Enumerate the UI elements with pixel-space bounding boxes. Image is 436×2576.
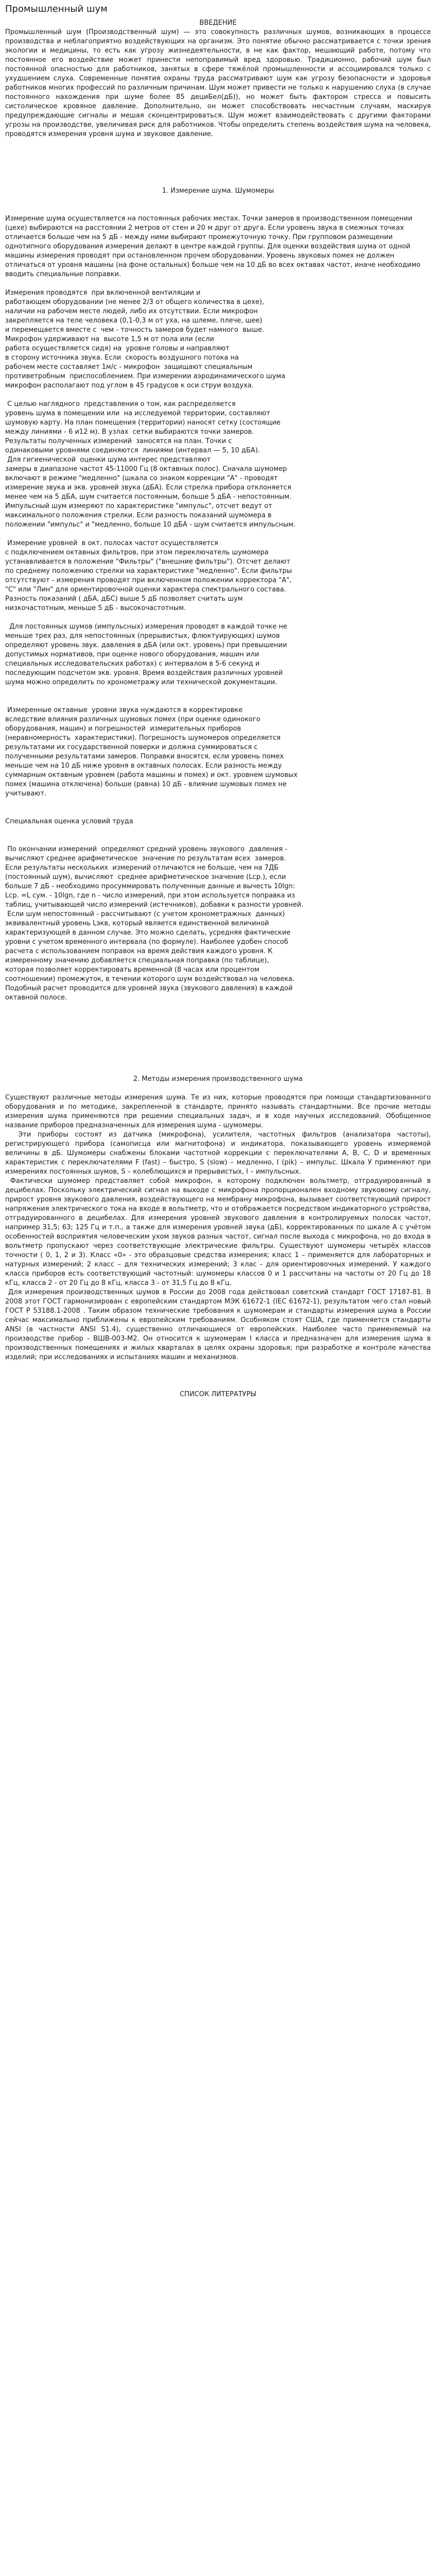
section2-heading: 2. Методы измерения производственного шума [133, 1075, 303, 1083]
section1-paragraph-9: Если шум непостоянный - рассчитывают (с учетом хронометражных данных) эквивалентный уровень Lэкв, который является единственной величиной характеризующей в данном случае. Это можно сделать, усредняя фактические уровни с учетом временного интервала (по формуле). Наиболее удобен способ расчета с использованием поправок на время действия каждого уровня. К измеренному значению добавляется специальная поправка (по таблице), которая позволяет корректировать временной (8 часах или процентом соотношении) промежуток, в течении которого шум воздействовал на человека. Подобный расчет проводится для уровней звука (звукового давления) в каждой октавной полосе. [5, 910, 295, 1002]
section1-paragraph-4: Для гигиенической оценки шума интерес представляют замеры в диапазоне частот 45-11000 Гц (8 октавных полос). Сначала шумомер включают в режиме "медленно" (шкала со знаком коррекции "А" - проводят измерение звука и экв. уровней звука (дБА). Если стрелка прибора отклоняется менее чем на 5 дБА, шум считается постоянным, больше 5 дБА - непостоянным. Импульсный шум измеряют по характеристике "импульс", отсчет ведут от максимального положения стрелки. Если разность показаний шумомера в положении "импульс" и "медленно, больше 10 дБА - шум считается импульсным. [5, 456, 296, 529]
document-title: Промышленный шум [5, 4, 108, 14]
spacer [5, 139, 431, 187]
section2-paragraph-4: Для измерения производственных шумов в России до 2008 года действовал советский стандарт ГОСТ 17187-81. В 2008 этот ГОСТ гармонизирован с европейским стандартом МЭК 61672-1 (IEC 61672-1), результатом чего стал новый ГОСТ Р 53188.1-2008 . Таким образом технические требования к шумомерам и стандарты измерения шума в России сейчас максимально приближены к европейским требованиям. Особняком стоят США, где применяется стандарты ANSI (в частности ANSI S1.4), существенно отличающиеся от европейских. Наиболее часто применяемый на производстве прибор - ВШВ-003-М2. Он относится к шумомерам I класса и предназначен для измерения шума в производственных помещениях и жилых кварталах в целях охраны здоровья; при разработке и контроле качества изделий; при исследованиях и испытаниях машин и механизмов. [5, 1289, 433, 1361]
section2-paragraph-2: Эти приборы состоят из датчика (микрофона), усилителя, частотных фильтров (анализатора частоты), регистрирующего прибора (самописца или магнитофона) и индикатора, показывающего уровень измеряемой величины в дБ. Шумомеры снабжены блоками частотной коррекции с переключателями А, В, С, D и временных характеристик с переключателями F (fast) – быстро, S (slow) – медленно, I (pik) – импульс. Шкала У применяют при измерениях постоянных шумов, S – колеблющихся и прерывистых, I – импульсных. [5, 1131, 433, 1176]
spacer [5, 196, 431, 214]
spacer [5, 1362, 431, 1390]
intro-paragraph: Промышленный шум (Производственный шум) — это совокупность различных шумов, возникающих в процессе производства и неблагоприятно воздействующих на организм. Это понятие обычно рассматривается с точки зрения экологии и медицины, то есть как угрозу жизнедеятельности, в не как фактор, мешающий работе, потому что постоянное его воздействие может принести непоправимый вред здоровью. Традиционно, рабочий шум был постоянной опасностью для работников, занятых в сфере тяжёлой промышленности и ассоциировался только с ухудшением слуха. Современные понятия охраны труда рассматривают шум как угрозу безопасности и здоровья работников многих профессий по различным причинам. Шум может привести не только к нарушению слуха (в случае постоянного нахождения при шуме более 85 дециБел(дБ)), но может быть фактором стресса и повысить систолическое кровяное давление. Дополнительно, он может способствовать несчастным случаям, маскируя предупреждающие сигналы и мешая сконцентрироваться. Шум может взаимодействовать с другими факторами угрозы на производстве, увеличивая риск для работников. Чтобы определить степень воздействия шума на человека, проводятся измерения уровня шума и звуковое давление. [5, 28, 433, 138]
spacer [5, 687, 431, 706]
references-heading: СПИСОК ЛИТЕРАТУРЫ [180, 1391, 256, 1398]
section1-heading: 1. Измерение шума. Шумомеры [162, 187, 274, 195]
section1-paragraph-8: По окончании измерений определяют средний уровень звукового давления - вычисляют среднее арифметическое значение по результатам всех замеров. Если результаты нескольких измерений отличаются не больше, чем на 7ДБ (постоянный шум), вычисляют среднее арифметическое значение (Lср.), если больше 7 дБ - необходимо просуммировать полученные данные и вычесть 10lgn: Lср. =L сум. - 10lgn, где n - число измерений, при этом используется поправка из таблиц, учитывающей число измерений (истечников), добавки к разности уровней. [5, 845, 304, 909]
section2-paragraph-1: Существуют различные методы измерения шума. Те из них, которые проводятся при помощи стандартизованного оборудования и по методике, закрепленной в стандарте, принято называть стандартными. Все прочие методы измерения шума применяются при решении специальных задач, и в ходе научных исследований. Обобщенное название приборов предназначенных для измерения шума - шумомеры. [5, 1094, 433, 1129]
intro-heading: ВВЕДЕНИЕ [199, 19, 237, 27]
spacer [5, 391, 431, 400]
subsection-heading: Специальная оценка условий труда [5, 818, 133, 825]
section1-paragraph-5: Измерение уровней в окт. полосах частот осуществляется с подключением октавных фильтров, при этом переключатель шумомера устанавливается в положение "Фильтры" ("внешние фильтры"). Отсчет делают по среднему положению стрелки на характеристике "медленно". Если фильтры отсутствуют - измерения проводят при включенном положении корректора "А", "С" или "Лин" для ориентировочной оценки характера спектрального состава. Разность показаний ( дБА, дБС) выше 5 дБ позволяет считать шум низкочастотным, меньше 5 дБ - высокочастотным. [5, 539, 292, 612]
spacer [5, 826, 431, 845]
spacer [5, 1003, 431, 1075]
section1-paragraph-7: Измеренные октавные уровни звука нуждаются в корректировке вследствие влияния различных шумовых помех (при оценке одинокого оборудования, машин) и погрешностей измерительных приборов (неравномерность характеристики). Погрешность шумомеров определяется результатами их государственной поверки и должна суммироваться с полученными результатами замеров. Поправки вносятся, если уровень помех меньше чем на 10 дБ ниже уровня в октавных полосах. Если разность между суммарным октавным уровнем (работа машины и помех) и окт. уровнем шумовых помех (машина отключена) больше (равна) 10 дБ - влияние шумовых помех не учитывают. [5, 706, 298, 798]
section1-paragraph-2: Измерения проводятся при включенной вентиляции и работающем оборудовании (не менее 2/3 от общего количества в цехе), наличии на рабочем месте людей, либо их отсутствии. Если микрофон закрепляется на теле человека (0,1-0,3 м от уха, на шлеме, плече, шее) и перемещается вместе с чем - точность замеров будет намного выше. Микрофон удерживают на высоте 1,5 м от пола или (если работа осуществляется сидя) на уровне головы и направляют в сторону источника звука. Если скорость воздушного потока на рабочем месте составляет 1м/с - микрофон защищают специальным противетробным приспособлением. При измерении аэродинамического шума микрофон располагают под углом в 45 градусов к оси струи воздуха. [5, 289, 286, 389]
spacer [5, 799, 431, 817]
section1-paragraph-3: С целью наглядного представления о том, как распределяется уровень шума в помещении или на исследуемой территории, составляют шумовую карту. На план помещения (территории) наносят сетку (состоящие между линиями - 6 и12 м). В узлах сетки выбираются точки замеров. Результаты полученных измерений заносятся на план. Точки с одинаковыми уровнями соединяются линиями (интервал — 5, 10 дБА). [5, 400, 281, 454]
section2-paragraph-3: Фактически шумомер представляет собой микрофон, к которому подключен вольтметр, отградуированный в децибелах. Поскольку электрический сигнал на выходе с микрофона пропорционален входному звуковому сигналу, прирост уровня звукового давления, воздействующего на мембрану микрофона, вызывает соответствующий прирост напряжения электрического тока на входе в вольтметр, что и отображается посредством индикаторного устройства, отградуированного в децибелах. Для измерения уровней звукового давления в контролируемых полосах частот, например 31,5; 63; 125 Гц и т.п., а также для измерения уровней звука (дБ), корректированных по шкале А с учётом особенностей восприятия человеческим ухом звуков разных частот, сигнал после выхода с микрофона, но до входа в вольтметр пропускают через соответствующие электрические фильтры. Существуют шумомеры четырёх классов точности ( 0, 1, 2 и 3). Класс «0» - это образцовые средства измерения; класс 1 – применяется для лабораторных и натурных измерений; 2 класс – для технических измерений; 3 клас - для ориентировочных измерений. У каждого класса приборов есть соответствующий частотный: шумомеры классов 0 и 1 рассчитаны на частоты от 20 Гц до 18 кГц, класса 2 - от 20 Гц до 8 кГц, класса 3 - от 31,5 Гц до 8 кГц. [5, 1177, 433, 1287]
spacer [5, 530, 431, 539]
section1-paragraph-6: Для постоянных шумов (импульсных) измерения проводят в каждой точке не меньше трех раз, для непостоянных (прерывистых, флюктуирующих) шумов определяют уровень звук. давления в дБА (или окт. уровень) при превышении допустимых нормативов, при оценке нового оборудования, машин или специальных исследовательских работах) с интервалом в 5-6 секунд и последующим подсчетом экв. уровня. Время воздействия различных уровней шума можно определить по хронометражу или технической документации. [5, 623, 287, 686]
spacer [5, 1084, 431, 1093]
spacer [5, 279, 431, 289]
spacer [5, 613, 431, 622]
section1-paragraph-1: Измерение шума осуществляется на постоянных рабочих местах. Точки замеров в производственном помещении (цехе) выбираются на расстоянии 2 метров от стен и 20 м друг от друга. Если уровень звука в смежных точках отличается больше чем на 5 дБ - между ними выбирают промежуточную точку. При групповом размещении однотипного оборудования измерения делают в центре каждой группы. Для оценки воздействия шума от одной машины измерения проводят при остановленном прочем оборудовании. Уровень звуковых помех не должен отличаться от уровня машины (на фоне остальных) больше чем на 10 дБ во всех октавах частот, иначе необходимо вводить специальные поправки. [5, 215, 423, 278]
